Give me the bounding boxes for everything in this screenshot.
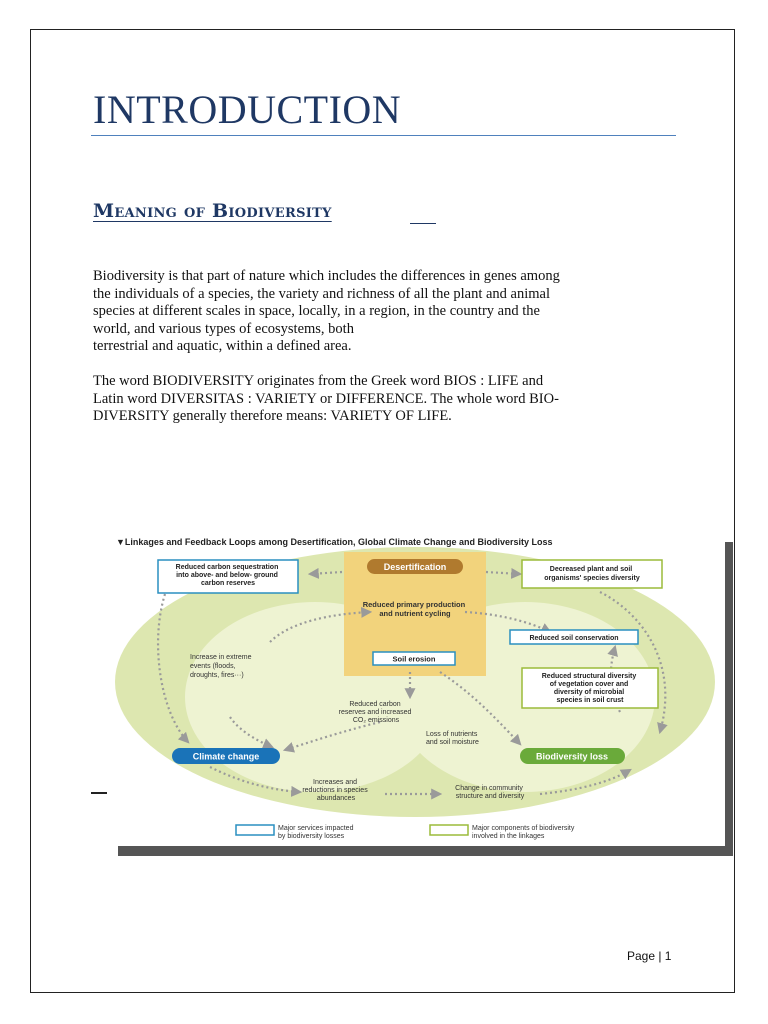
heading-underline-extension xyxy=(410,223,436,224)
paragraph-line: The word BIODIVERSITY originates from the Greek word BIOS : LIFE and xyxy=(93,373,544,389)
text-line: Reduced primary production xyxy=(362,600,466,609)
diagram-figure xyxy=(110,532,725,846)
climate-change-label: Climate change xyxy=(192,751,260,762)
paragraph-line: Biodiversity is that part of nature which includes the differences in genes among xyxy=(93,268,560,284)
stray-dash xyxy=(91,792,107,794)
etymology-paragraph xyxy=(93,373,658,426)
text-line: carbon reserves xyxy=(200,580,256,587)
page-title: INTRODUCTION xyxy=(93,87,402,132)
definition-paragraph xyxy=(93,268,658,356)
loss-nutrients-text xyxy=(426,731,479,746)
soil-conservation-label: Reduced soil conservation xyxy=(529,635,619,642)
legend-components-swatch xyxy=(430,825,468,835)
text-line: species in soil crust xyxy=(556,697,624,704)
text-line: Reduced structural diversity xyxy=(541,673,637,680)
legend-services-text xyxy=(278,825,355,840)
text-line: of vegetation cover and xyxy=(549,681,629,688)
title-rule xyxy=(91,135,676,136)
text-line: Change in community xyxy=(455,785,523,792)
community-change-text xyxy=(455,785,525,800)
text-line: Increases and xyxy=(313,779,358,786)
legend-components-text xyxy=(472,825,576,840)
text-line: and nutrient cycling xyxy=(379,609,451,618)
decreased-plant-box xyxy=(522,560,662,588)
text-line: and soil moisture xyxy=(426,739,479,746)
diagram-title: ▼Linkages and Feedback Loops among Desertification, Global Climate Change and Biodiversity Loss xyxy=(116,537,553,547)
text-line: Increase in extreme xyxy=(190,654,252,661)
text-line: Decreased plant and soil xyxy=(549,566,633,573)
biodiversity-loss-label: Biodiversity loss xyxy=(535,751,609,762)
text-line: diversity of microbial xyxy=(553,689,625,696)
paragraph-line: species at different scales in space, locally, in a region, in the country and the xyxy=(93,303,540,319)
paragraph-line: world, and various types of ecosystems, both xyxy=(93,320,354,337)
paragraph-line: terrestrial and aquatic, within a defined area. xyxy=(93,338,352,354)
paragraph-line: the individuals of a species, the variety and richness of all the plant and animal xyxy=(93,285,551,302)
text-line: reductions in species xyxy=(302,787,368,794)
text-line: organisms' species diversity xyxy=(544,575,640,582)
text-line: Reduced carbon xyxy=(349,701,401,708)
legend-services-swatch xyxy=(236,825,274,835)
text-line: CO₂ emissions xyxy=(352,717,400,724)
text-line: Major components of biodiversity xyxy=(472,825,575,832)
desertification-label: Desertification xyxy=(383,562,447,572)
text-line: structure and diversity xyxy=(455,793,525,800)
text-line: by biodiversity losses xyxy=(278,833,345,840)
paragraph-line: Latin word DIVERSITAS : VARIETY or DIFFERENCE. The whole word BIO- xyxy=(93,390,559,407)
soil-erosion-label: Soil erosion xyxy=(392,654,436,664)
text-line: droughts, fires···) xyxy=(190,672,244,679)
paragraph-line: DIVERSITY generally therefore means: VARIETY OF LIFE. xyxy=(93,408,452,424)
text-line: involved in the linkages xyxy=(472,833,545,840)
linkages-diagram xyxy=(110,532,725,846)
text-line: Loss of nutrients xyxy=(426,731,478,738)
text-line: reserves and increased xyxy=(338,709,412,716)
text-line: Major services impacted xyxy=(278,825,354,832)
text-line: into above- and below- ground xyxy=(176,572,278,579)
page-number: Page | 1 xyxy=(627,949,672,963)
section-heading: Meaning of Biodiversity xyxy=(93,200,332,222)
text-line: Reduced carbon sequestration xyxy=(175,564,279,571)
text-line: abundances xyxy=(316,795,356,802)
text-line: events (floods, xyxy=(190,663,236,670)
